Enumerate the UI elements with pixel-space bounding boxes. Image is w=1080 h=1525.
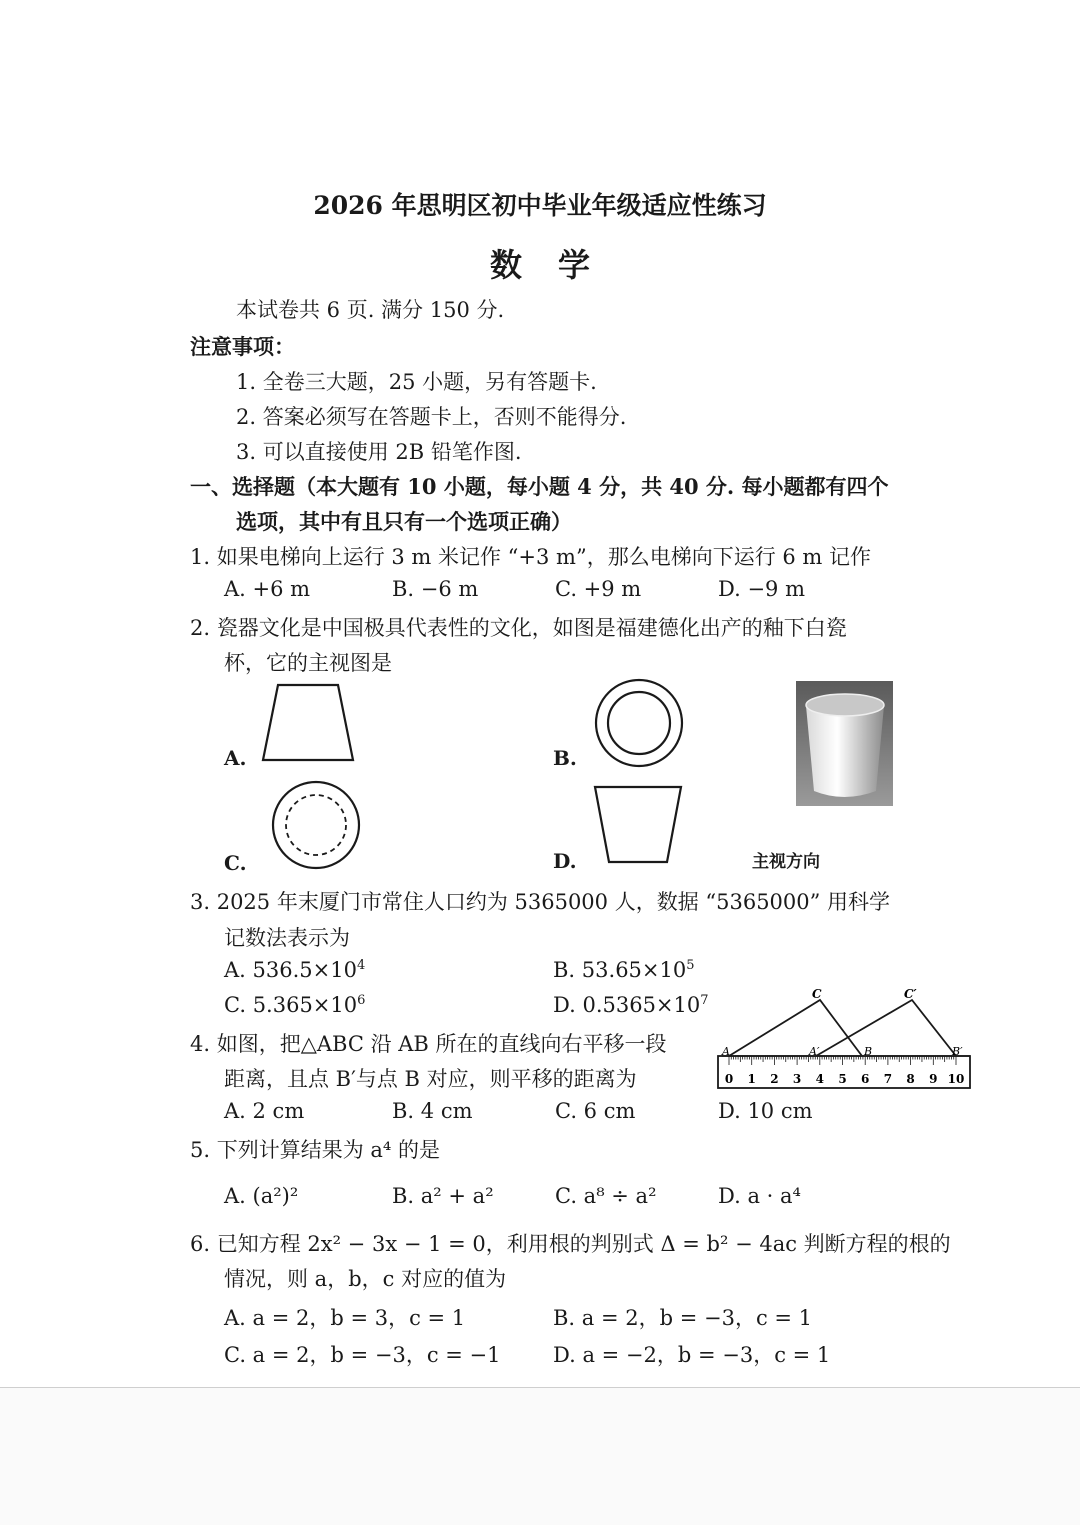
q3-option-d-base: 0.5365×10: [582, 993, 701, 1017]
q1-option-a: A. +6 m: [224, 577, 311, 601]
question-1-text: 1. 如果电梯向上运行 3 m 米记作 “+3 m”，那么电梯向下运行 6 m 记作: [190, 545, 872, 569]
cup-photo: [796, 681, 893, 806]
q5-option-b: B. a² + a²: [392, 1184, 494, 1208]
q3-option-c-base: 5.365×10: [252, 993, 358, 1017]
ruler-tick-label: 1: [747, 1072, 756, 1086]
question-3-text-cont: 记数法表示为: [224, 926, 350, 950]
q6-option-d: D. a = −2，b = −3，c = 1: [553, 1343, 831, 1367]
q3-option-c-exp: 6: [357, 993, 366, 1008]
ruler-tick-label: 6: [861, 1072, 870, 1086]
q6-option-c: C. a = 2，b = −3，c = −1: [224, 1343, 501, 1367]
section-heading-cont: 选项，其中有且只有一个选项正确）: [236, 509, 572, 534]
notes-heading: 注意事项：: [190, 334, 295, 359]
q2-option-c-dashed-circles: [268, 778, 364, 872]
q3-option-d-letter: D.: [553, 993, 576, 1017]
q2-option-d-inverted-trapezoid: [590, 782, 686, 868]
ruler-tick-label: 10: [947, 1072, 965, 1086]
q3-option-b: [553, 958, 695, 982]
point-b-prime-label: B′: [952, 1045, 963, 1058]
point-c-prime-label: C′: [904, 987, 917, 1001]
q3-option-a-exp: 4: [356, 958, 366, 973]
q2-option-b-concentric-circles: [592, 676, 686, 770]
question-4-text-cont: 距离，且点 B′与点 B 对应，则平移的距离为: [224, 1067, 637, 1091]
q1-option-d: D. −9 m: [718, 577, 805, 601]
ruler-tick-label: 7: [883, 1072, 893, 1086]
ruler-ticks: [729, 1056, 956, 1065]
q6-option-a: A. a = 2，b = 3，c = 1: [224, 1306, 466, 1330]
q4-option-c: C. 6 cm: [555, 1099, 636, 1123]
q5-option-a: A. (a²)²: [224, 1184, 299, 1208]
point-c-label: C: [812, 987, 822, 1001]
note-item: 3. 可以直接使用 2B 铅笔作图.: [236, 440, 522, 464]
q3-option-c: [224, 993, 365, 1017]
note-item: 1. 全卷三大题，25 小题，另有答题卡.: [236, 370, 597, 394]
q1-option-b: B. −6 m: [392, 577, 479, 601]
q2-option-a-label: A.: [224, 746, 247, 770]
point-a-prime-label: A′: [809, 1045, 820, 1058]
intro-text: 本试卷共 6 页. 满分 150 分.: [236, 298, 505, 322]
subject-title: 数学: [489, 246, 626, 284]
q4-option-a: A. 2 cm: [224, 1099, 305, 1123]
q2-option-c-label: C.: [224, 851, 247, 875]
page-bottom-area: [0, 1388, 1080, 1525]
q3-option-a-base: 536.5×10: [252, 958, 357, 982]
question-3-text: 3. 2025 年末厦门市常住人口约为 5365000 人，数据 “5365000” 用科学: [190, 890, 891, 914]
ruler-tick-label: 3: [792, 1072, 802, 1086]
point-b-label: B: [864, 1045, 873, 1058]
ruler-tick-label: 4: [815, 1072, 824, 1086]
view-direction-caption: 主视方向: [752, 852, 820, 872]
q3-option-c-letter: C.: [224, 993, 246, 1017]
q4-option-d: D. 10 cm: [718, 1099, 813, 1123]
section-heading: 一、选择题（本大题有 10 小题，每小题 4 分，共 40 分. 每小题都有四个: [190, 474, 889, 499]
q2-option-a-trapezoid: [258, 680, 358, 766]
exam-title: 2026 年思明区初中毕业年级适应性练习: [313, 191, 767, 220]
q3-option-d: [553, 993, 709, 1017]
ruler-tick-label: 9: [929, 1072, 938, 1086]
ruler-labels: [725, 1072, 965, 1086]
ruler-tick-label: 8: [906, 1072, 915, 1086]
question-4-text: 4. 如图，把△ABC 沿 AB 所在的直线向右平移一段: [190, 1032, 667, 1056]
q2-option-b-label: B.: [553, 746, 577, 770]
ruler-tick-label: 5: [838, 1072, 847, 1086]
q3-option-b-exp: 5: [686, 958, 695, 973]
question-5-text: 5. 下列计算结果为 a⁴ 的是: [190, 1138, 440, 1162]
question-6-text-cont: 情况，则 a，b，c 对应的值为: [224, 1267, 507, 1291]
ruler-tick-label: 0: [724, 1072, 734, 1086]
point-a-label: A: [722, 1045, 730, 1058]
question-6-text: 6. 已知方程 2x² − 3x − 1 = 0，利用根的判别式 Δ = b² − 4ac 判断方程的根的: [190, 1232, 951, 1256]
q3-option-a-letter: A.: [224, 958, 246, 982]
q5-option-d: D. a · a⁴: [718, 1184, 801, 1208]
note-item: 2. 答案必须写在答题卡上，否则不能得分.: [236, 405, 627, 429]
q6-option-b: B. a = 2，b = −3，c = 1: [553, 1306, 813, 1330]
q3-option-b-base: 53.65×10: [581, 958, 687, 982]
q4-option-b: B. 4 cm: [392, 1099, 473, 1123]
q1-option-c: C. +9 m: [555, 577, 642, 601]
q3-option-b-letter: B.: [553, 958, 576, 982]
ruler-tick-label: 2: [770, 1072, 779, 1086]
q5-option-c: C. a⁸ ÷ a²: [555, 1184, 657, 1208]
q2-option-d-label: D.: [553, 849, 577, 873]
question-2-text: 2. 瓷器文化是中国极具代表性的文化，如图是福建德化出产的釉下白瓷: [190, 616, 847, 640]
q3-option-a: [224, 958, 365, 982]
question-2-text-cont: 杯，它的主视图是: [224, 651, 392, 675]
q4-triangle-ruler-figure: [712, 980, 976, 1092]
q3-option-d-exp: 7: [700, 993, 709, 1008]
